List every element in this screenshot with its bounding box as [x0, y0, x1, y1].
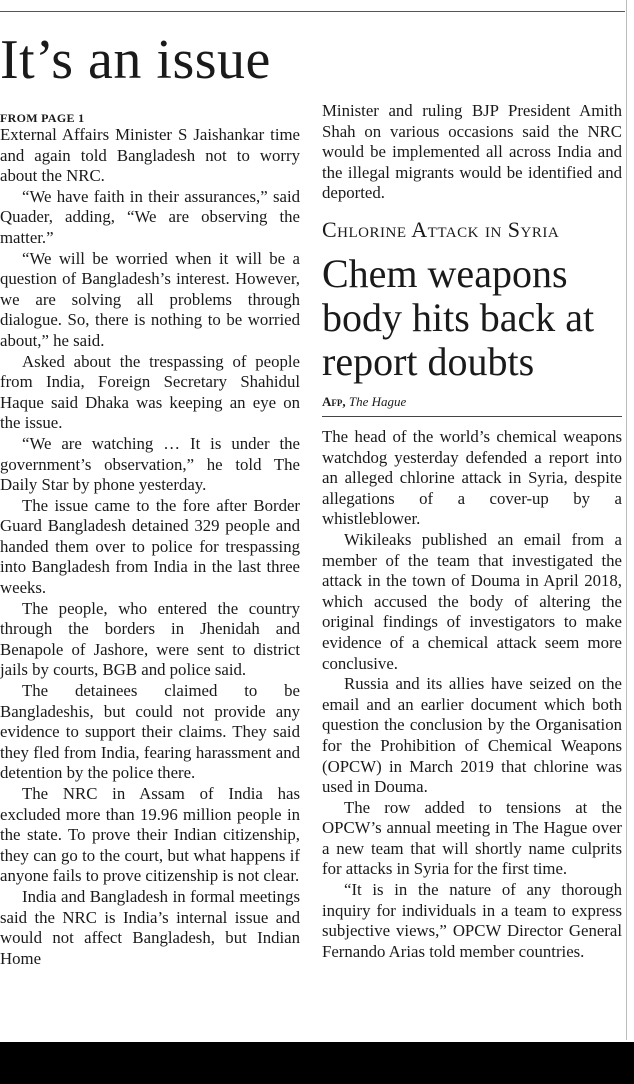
paragraph: The NRC in Assam of India has excluded more than 19.96 million people in the state. To prove their Indian citizenship, they can go to the court, but what happens if anyone fails to prove citizenship is not clear. [0, 784, 300, 886]
paragraph: “It is in the nature of any thorough inquiry for individuals in a team to express subjective views,” OPCW Director General Fernando Arias told member countries. [322, 880, 622, 961]
paragraph: The row added to tensions at the OPCW’s annual meeting in The Hague over a new team that will shortly name culprits for attacks in Syria for the first time. [322, 797, 622, 879]
bottom-bar [0, 1042, 634, 1084]
headline-its-an-issue: It’s an issue [0, 29, 271, 91]
paragraph: “We are watching … It is under the government’s observation,” he told The Daily Star by phone yesterday. [0, 433, 300, 495]
paragraph: Asked about the trespassing of people from India, Foreign Secretary Shahidul Haque said Dhaka was keeping an eye on the issue. [0, 351, 300, 433]
paragraph: The detainees claimed to be Bangladeshis, but could not provide any evidence to support their claims. They said they fled from India, fearing harassment and detention by the police there. [0, 681, 300, 783]
byline [322, 394, 624, 410]
paragraph: Minister and ruling BJP President Amith Shah on various occasions said the NRC would be implemented all across India and the illegal migrants would be identified and deported. [322, 101, 622, 203]
paragraph: “We have faith in their assurances,” said Quader, adding, “We are observing the matter.” [0, 186, 300, 247]
byline-rule [322, 416, 622, 417]
paragraph: Wikileaks published an email from a member of the team that investigated the attack in the town of Douma in April 2018, which accused the body of altering the original findings of investigators to make evidence of a chemical attack seem more conclusive. [322, 529, 622, 673]
paragraph: “We will be worried when it will be a question of Bangladesh’s interest. However, we are solving all problems through dialogue. So, there is nothing to be worried about,” he said. [0, 248, 300, 350]
byline-place: The Hague [348, 394, 407, 409]
left-story-continuation [322, 101, 622, 204]
paragraph: The issue came to the fore after Border Guard Bangladesh detained 329 people and handed them over to police for trespassing into Bangladesh from India in the last three weeks. [0, 495, 300, 598]
headline-chem-weapons: Chem weapons body hits back at report doubts [322, 251, 595, 384]
left-story-column [0, 111, 300, 969]
dateline: FROM PAGE 1 [0, 111, 85, 125]
right-story-column [322, 427, 622, 962]
paragraph: The head of the world’s chemical weapons watchdog yesterday defended a report into an alleged chlorine attack in Syria, despite allegations of a cover-up by a whistleblower. [322, 427, 622, 529]
top-rule [0, 11, 625, 12]
page-edge [626, 0, 634, 1040]
paragraph: Russia and its allies have seized on the email and an earlier document which both question the conclusion by the Organisation for the Prohibition of Chemical Weapons (OPCW) in March 2019 that chlorine was used in Douma. [322, 674, 622, 797]
paragraph: External Affairs Minister S Jaishankar time and again told Bangladesh not to worry about the NRC. [0, 125, 300, 186]
byline-agency: Afp, [322, 394, 346, 409]
kicker-chlorine-attack: Chlorine Attack in Syria [322, 217, 560, 242]
paragraph: The people, who entered the country through the borders in Jhenidah and Benapole of Jashore, were sent to district jails by courts, BGB and police said. [0, 598, 300, 680]
paragraph: India and Bangladesh in formal meetings said the NRC is India’s internal issue and would not affect Bangladesh, but Indian Home [0, 886, 300, 968]
